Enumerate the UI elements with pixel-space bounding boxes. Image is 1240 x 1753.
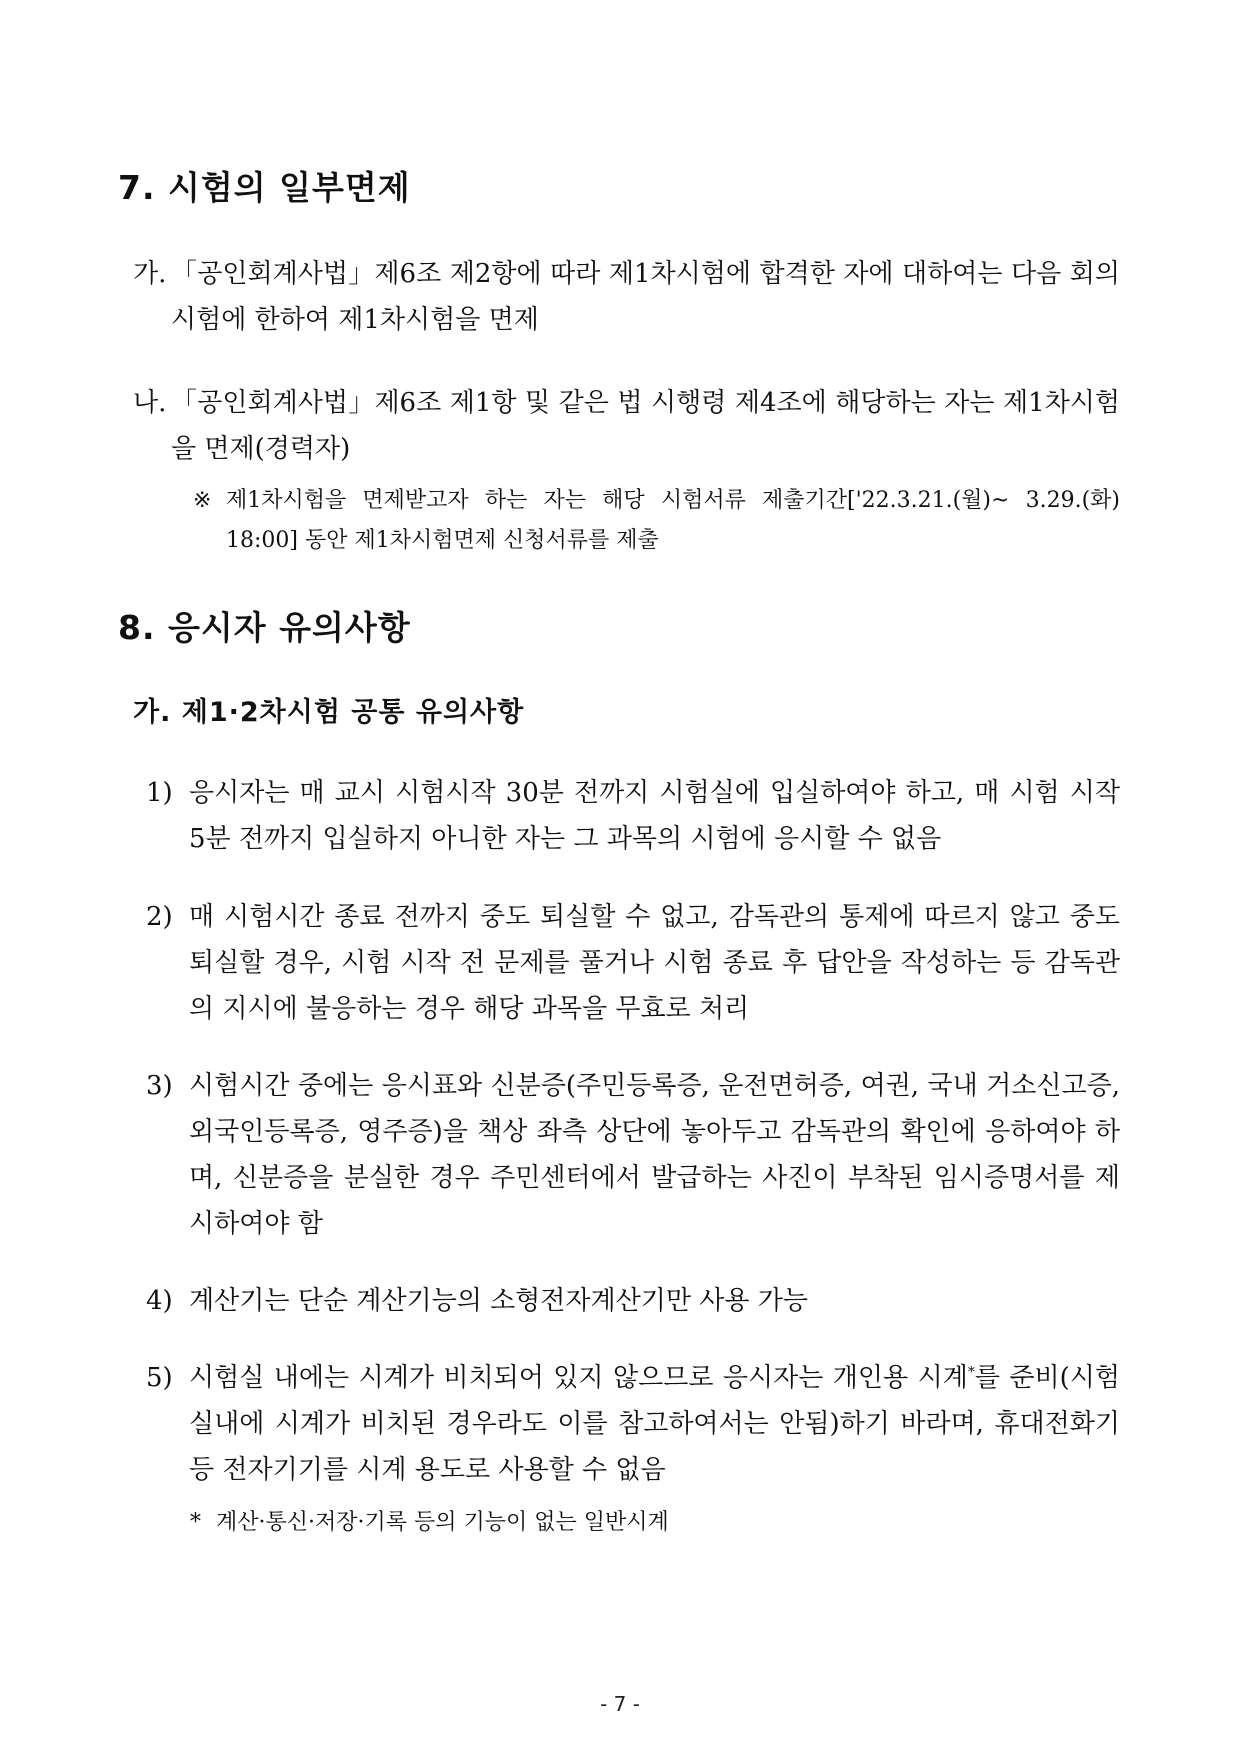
list-item-2 xyxy=(146,894,1120,1032)
list-item-3 xyxy=(146,1063,1120,1247)
footnote-marker: * xyxy=(190,1510,201,1535)
list-item-ga xyxy=(133,251,1120,343)
section-8-subtitle: 가. 제1·2차시험 공통 유의사항 xyxy=(133,697,525,728)
list-marker: 가. xyxy=(133,259,167,289)
footnote xyxy=(190,1503,1120,1543)
page-number: - 7 - xyxy=(600,1692,640,1716)
list-marker: 나. xyxy=(133,388,167,418)
list-item-1 xyxy=(146,770,1120,862)
list-item-na xyxy=(133,380,1120,472)
footnote-text: 계산·통신·저장·기록 등의 기능이 없는 일반시계 xyxy=(216,1510,669,1535)
list-item-text xyxy=(189,1355,1120,1493)
list-item-text-part: 를 준비(시험실내에 시계가 비치된 경우라도 이를 참고하여서는 안됨)하기 바라며, 휴대전화기 등 전자기기를 시계 용도로 사용할 수 없음 xyxy=(189,1363,1120,1485)
list-item-text: 「공인회계사법」제6조 제1항 및 같은 법 시행령 제4조에 해당하는 자는 제1차시험을 면제(경력자) xyxy=(171,388,1120,464)
list-marker: 5) xyxy=(146,1363,173,1393)
list-item-text-part: 시험실 내에는 시계가 비치되어 있지 않으므로 응시자는 개인용 시계 xyxy=(189,1363,968,1393)
list-item-text: 계산기는 단순 계산기능의 소형전자계산기만 사용 가능 xyxy=(189,1286,808,1316)
list-marker: 3) xyxy=(146,1071,173,1101)
list-item-4 xyxy=(146,1278,1120,1324)
section-8-title: 8. 응시자 유의사항 xyxy=(118,608,411,647)
section-7-title: 7. 시험의 일부면제 xyxy=(118,168,411,207)
list-marker: 2) xyxy=(146,902,173,932)
list-item-text: 매 시험시간 종료 전까지 중도 퇴실할 수 없고, 감독관의 통제에 따르지 않고 중도 퇴실할 경우, 시험 시작 전 문제를 풀거나 시험 종료 후 답안을 작성하는 등 감독관의 지시에 불응하는 경우 해당 과목을 무효로 처리 xyxy=(189,902,1120,1024)
footnote-reference: * xyxy=(967,1364,975,1381)
list-item-text: 「공인회계사법」제6조 제2항에 따라 제1차시험에 합격한 자에 대하여는 다음 회의 시험에 한하여 제1차시험을 면제 xyxy=(171,259,1120,335)
list-item-5 xyxy=(146,1355,1120,1493)
note-marker: ※ xyxy=(193,488,212,513)
note-item xyxy=(193,481,1120,561)
list-item-text: 응시자는 매 교시 시험시작 30분 전까지 시험실에 입실하여야 하고, 매 시험 시작 5분 전까지 입실하지 아니한 자는 그 과목의 시험에 응시할 수 없음 xyxy=(189,778,1120,854)
list-marker: 1) xyxy=(146,778,173,808)
list-item-text: 시험시간 중에는 응시표와 신분증(주민등록증, 운전면허증, 여권, 국내 거소신고증, 외국인등록증, 영주증)을 책상 좌측 상단에 놓아두고 감독관의 확인에 응하여야 하며, 신분증을 분실한 경우 주민센터에서 발급하는 사진이 부착된 임시증명서를 제시하여야 함 xyxy=(189,1071,1120,1239)
list-marker: 4) xyxy=(146,1286,173,1316)
note-text: 제1차시험을 면제받고자 하는 자는 해당 시험서류 제출기간['22.3.21.(월)~ 3.29.(화) 18:00] 동안 제1차시험면제 신청서류를 제출 xyxy=(226,488,1120,553)
